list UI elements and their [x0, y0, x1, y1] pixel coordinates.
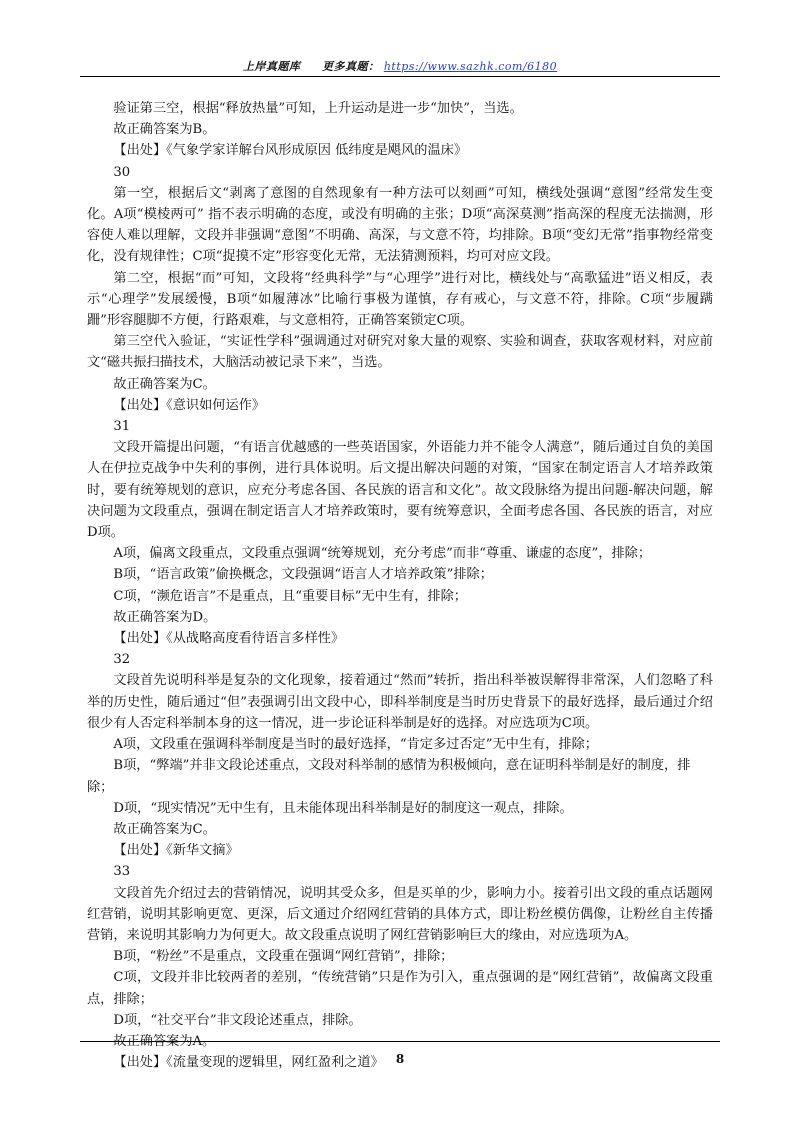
paragraph: 30: [113, 164, 131, 180]
paragraph: 验证第三空，根据“释放热量”可知，上升运动是进一步“加快”，当选。: [113, 101, 523, 116]
paragraph: B项，“语言政策”偷换概念，文段强调“语言人才培养政策”排除；: [113, 567, 493, 583]
paragraph: 故正确答案为C。: [113, 821, 216, 837]
paragraph: B项，“粉丝”不是重点，文段重在强调“网红营销”，排除；: [113, 949, 454, 965]
paragraph: 第二空，根据“而”可知，文段将“经典科学”与“心理学”进行对比，横线处与“高歌猛进”语义相反，表示“心理学”发展缓慢，B项“如履薄冰”比喻行事极为谨慎，存有戒心，与文意不符，排除。C项“步履蹒跚”形容腿脚不方便，行路艰难，与文意相符，正确答案锁定C项。: [87, 270, 713, 329]
paragraph: 【出处】《新华文摘》: [113, 843, 239, 859]
paragraph: C项，“濒危语言”不是重点，且“重要目标”无中生有，排除；: [113, 588, 467, 604]
page-body: [87, 98, 713, 1073]
paragraph: A项，偏离文段重点，文段重点强调“统筹规划，充分考虑”而非“尊重、谦虚的态度”，排除；: [113, 546, 652, 562]
paragraph: 32: [113, 652, 131, 668]
paragraph: B项，“弊端”并非文段论述重点，文段对科举制的感情为积极倾向，意在证明科举制是好的制度，排除；: [87, 758, 691, 795]
paragraph: 【出处】《从战略高度看待语言多样性》: [113, 631, 345, 647]
paragraph: 故正确答案为A。: [113, 1033, 216, 1049]
paragraph: 故正确答案为D。: [113, 609, 217, 625]
paragraph: 第一空，根据后文“剥离了意图的自然现象有一种方法可以刻画”可知，横线处强调“意图”经常发生变化。A项“模棱两可” 指不表示明确的态度，或没有明确的主张；D项“高深莫测”指高深的程度无法揣测，形容使人难以理解，文段并非强调“意图”不明确、高深，与文意不符，均排除。B项“变幻无常”指事物经常变化，没有规律性；C项“捉摸不定”形容变化无常，无法猜测预料，均可对应文段。: [87, 185, 713, 265]
paragraph: D项，“社交平台”非文段论述重点，排除。: [113, 1012, 362, 1028]
paragraph: A项，文段重在强调科举制度是当时的最好选择，“肯定多过否定”无中生有，排除；: [113, 737, 598, 753]
paragraph: 文段首先介绍过去的营销情况，说明其受众多，但是买单的少，影响力小。接着引出文段的重点话题网红营销，说明其影响更宽、更深，后文通过介绍网红营销的具体方式，即让粉丝模仿偶像，让粉丝自主传播营销，来说明其影响力为何更大。故文段重点说明了网红营销影响巨大的缘由，对应选项为A。: [87, 885, 713, 943]
header-more-label: 更多真题：: [321, 60, 380, 73]
header-url-link[interactable]: https://www.sazhk.com/6180: [383, 60, 558, 73]
paragraph: C项，文段并非比较两者的差别，“传统营销”只是作为引入，重点强调的是“网红营销”，故偏离文段重点，排除；: [87, 970, 713, 1007]
paragraph: 【出处】《意识如何运作》: [113, 397, 266, 413]
header-divider: [80, 76, 720, 77]
paragraph: 【出处】《气象学家详解台风形成原因 低纬度是飓风的温床》: [113, 143, 468, 159]
paragraph: 31: [113, 419, 131, 435]
paragraph: 故正确答案为B。: [113, 122, 216, 138]
page-header: [80, 58, 720, 74]
paragraph: 第三空代入验证，“实证性学科”强调通过对研究对象大量的观察、实验和调查，获取客观材料，对应前文“磁共振扫描技术，大脑活动被记录下来”，当选。: [87, 334, 713, 371]
paragraph: D项，“现实情况”无中生有，且未能体现出科举制是好的制度这一观点，排除。: [113, 800, 573, 816]
paragraph: 文段开篇提出问题，“有语言优越感的一些英语国家，外语能力并不能令人满意”，随后通过自负的美国人在伊拉克战争中失利的事例，进行具体说明。后文提出解决问题的对策，“国家在制定语言人才培养政策时，要有统筹规划的意识，应充分考虑各国、各民族的语言和文化”。故文段脉络为提出问题-解决问题，解决问题为文段重点，强调在制定语言人才培养政策时，要有统筹意识，全面考虑各国、各民族的语言，对应D项。: [87, 440, 713, 541]
paragraph: 故正确答案为C。: [113, 376, 216, 392]
paragraph: 【出处】《流量变现的逻辑里，网红盈利之道》: [113, 1055, 384, 1071]
page-number: 8: [395, 1052, 405, 1066]
paragraph: 文段首先说明科举是复杂的文化现象，接着通过“然而”转折，指出科举被误解得非常深，人们忽略了科举的历史性，随后通过“但”表强调引出文段中心，即科举制度是当时历史背景下的最好选择，最后通过介绍很少有人否定科举制本身的这一情况，进一步论证科举制是好的选择。对应选项为C项。: [87, 673, 713, 731]
header-site-name: 上岸真题库: [242, 60, 301, 73]
paragraph: 33: [113, 864, 131, 880]
footer-divider: [80, 1041, 720, 1042]
